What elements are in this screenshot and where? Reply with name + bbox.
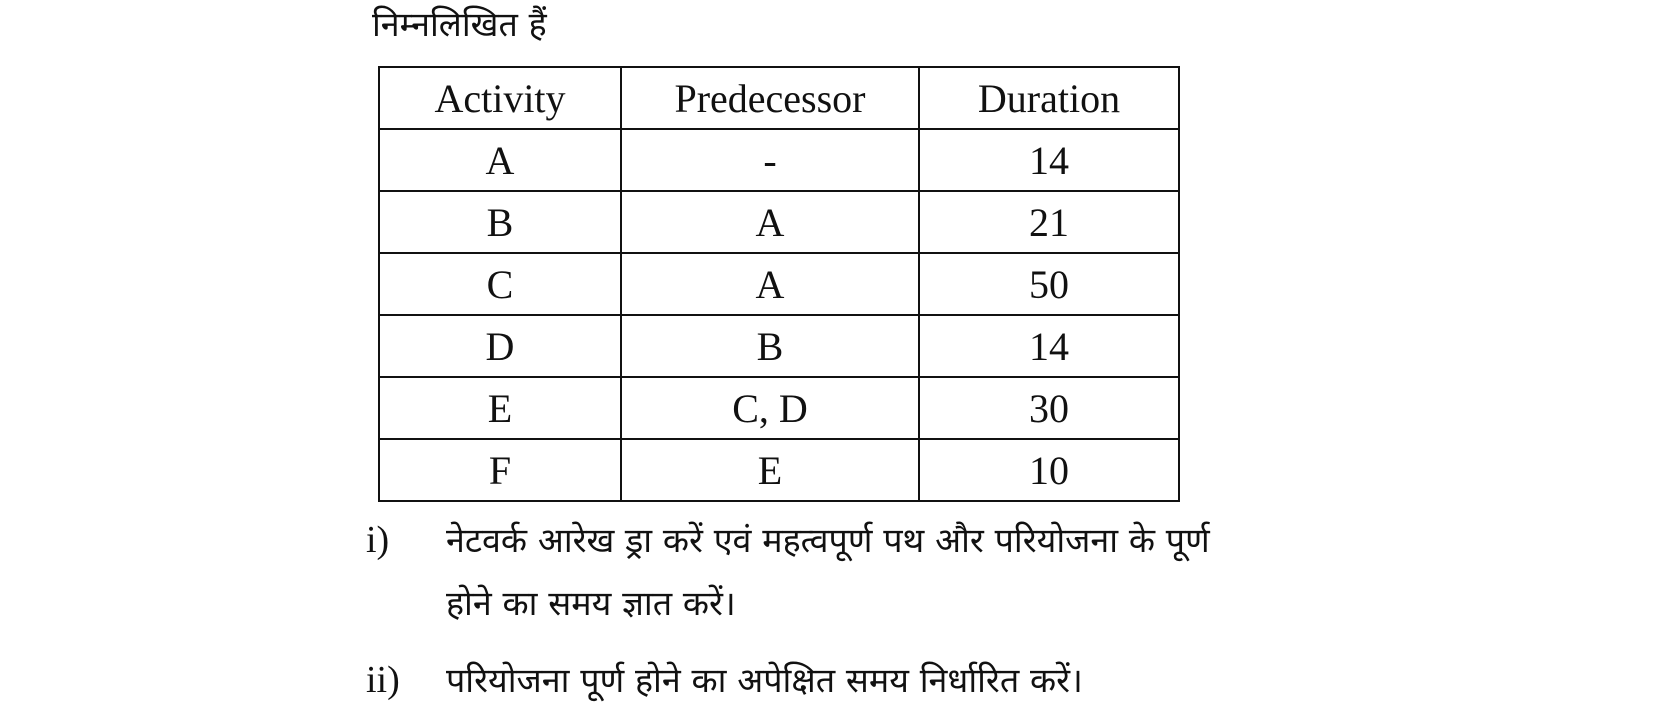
intro-text: निम्नलिखित हैं [372, 5, 547, 45]
table-row [379, 129, 1179, 191]
cell-activity: D [379, 315, 621, 377]
table-row [379, 377, 1179, 439]
cell-duration: 14 [919, 315, 1179, 377]
header-activity: Activity [379, 67, 621, 129]
cell-activity: C [379, 253, 621, 315]
cell-predecessor: A [621, 253, 919, 315]
header-predecessor: Predecessor [621, 67, 919, 129]
table-row [379, 315, 1179, 377]
question-1 [366, 508, 1210, 573]
cell-predecessor: B [621, 315, 919, 377]
cell-duration: 21 [919, 191, 1179, 253]
question-2 [366, 648, 1083, 713]
table-row [379, 253, 1179, 315]
cell-duration: 30 [919, 377, 1179, 439]
cell-duration: 50 [919, 253, 1179, 315]
cell-activity: E [379, 377, 621, 439]
cell-predecessor: A [621, 191, 919, 253]
cell-activity: F [379, 439, 621, 501]
question-1-text-continued: होने का समय ज्ञात करें। [446, 584, 736, 624]
activity-table [378, 66, 1180, 502]
cell-duration: 14 [919, 129, 1179, 191]
question-2-number: ii) [366, 659, 400, 701]
cell-duration: 10 [919, 439, 1179, 501]
cell-activity: B [379, 191, 621, 253]
question-1-text: नेटवर्क आरेख ड्रा करें एवं महत्वपूर्ण पथ और परियोजना के पूर्ण [446, 521, 1210, 561]
cell-predecessor: - [621, 129, 919, 191]
header-duration: Duration [919, 67, 1179, 129]
question-2-text: परियोजना पूर्ण होने का अपेक्षित समय निर्धारित करें। [446, 661, 1083, 701]
table-row [379, 439, 1179, 501]
cell-predecessor: E [621, 439, 919, 501]
question-1-number: i) [366, 519, 390, 561]
table-row [379, 191, 1179, 253]
cell-predecessor: C, D [621, 377, 919, 439]
table-header-row [379, 67, 1179, 129]
cell-activity: A [379, 129, 621, 191]
